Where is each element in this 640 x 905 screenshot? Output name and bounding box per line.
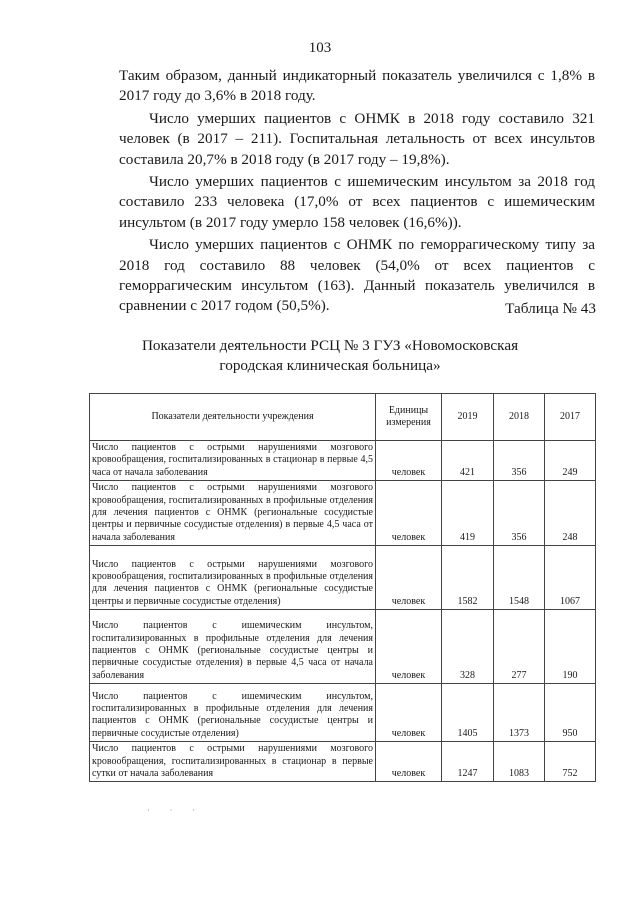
body-text <box>119 66 595 319</box>
paragraph-4: Число умерших пациентов с ОНМК по геморрагическому типу за 2018 год составило 88 человек (54,0% от всех пациентов с геморрагическим инсультом (163). Данный показатель увеличился в сравнении с 2017 годом (50,5%). <box>119 236 595 315</box>
row-description: Число пациентов с ишемическим инсультом, госпитализированных в профильные отделения для лечения пациентов с ОНМК (региональные сосудистые центры и первичные сосудистые отделения) <box>90 684 376 742</box>
row-unit: человек <box>376 441 442 481</box>
value-2017: 248 <box>545 481 596 546</box>
value-2018: 356 <box>494 441 545 481</box>
row-unit: человек <box>376 742 442 782</box>
table-title-line-2: городская клиническая больница» <box>219 357 441 374</box>
value-2018: 1548 <box>494 546 545 610</box>
paragraph-1: Таким образом, данный индикаторный показатель увеличился с 1,8% в 2017 году до 3,6% в 2018 году. <box>119 67 595 105</box>
value-2017: 950 <box>545 684 596 742</box>
table-row <box>90 481 596 546</box>
value-2019: 419 <box>442 481 494 546</box>
header-2017: 2017 <box>545 394 596 441</box>
value-2018: 1083 <box>494 742 545 782</box>
paragraph-3: Число умерших пациентов с ишемическим инсультом за 2018 год составило 233 человека (17,0% от всех пациентов с ишемическим инсультом (в 2017 году умерло 158 человек (16,6%)). <box>119 173 595 231</box>
value-2018: 1373 <box>494 684 545 742</box>
value-2017: 190 <box>545 610 596 684</box>
row-description: Число пациентов с острыми нарушениями мозгового кровообращения, госпитализированных в стационар в первые сутки от начала заболевания <box>90 742 376 782</box>
paragraph-2: Число умерших пациентов с ОНМК в 2018 году составило 321 человек (в 2017 – 211). Госпитальная летальность от всех инсультов составила 20,7% в 2018 году (в 2017 году – 19,8%). <box>119 109 595 168</box>
value-2018: 277 <box>494 610 545 684</box>
row-unit: человек <box>376 610 442 684</box>
header-unit: Единицы измерения <box>376 394 442 441</box>
header-2018: 2018 <box>494 394 545 441</box>
value-2017: 249 <box>545 441 596 481</box>
table-row <box>90 441 596 481</box>
value-2019: 328 <box>442 610 494 684</box>
table-title-line-1: Показатели деятельности РСЦ № 3 ГУЗ «Новомосковская <box>141 337 519 354</box>
value-2017: 1067 <box>545 546 596 610</box>
row-unit: человек <box>376 481 442 546</box>
table-row <box>90 742 596 782</box>
table-label: Таблица № 43 <box>505 300 596 317</box>
table-header-row <box>90 394 596 441</box>
value-2019: 1405 <box>442 684 494 742</box>
header-2019: 2019 <box>442 394 494 441</box>
value-2019: 421 <box>442 441 494 481</box>
row-unit: человек <box>376 684 442 742</box>
table-row <box>90 610 596 684</box>
row-unit: человек <box>376 546 442 610</box>
value-2019: 1582 <box>442 546 494 610</box>
indicators-table <box>89 393 596 782</box>
page-number: 103 <box>308 40 332 56</box>
header-indicator: Показатели деятельности учреждения <box>90 394 376 441</box>
row-description: Число пациентов с острыми нарушениями мозгового кровообращения, госпитализированных в профильные отделения для лечения пациентов с ОНМК (региональные сосудистые центры и первичные сосудистые отделения) в первые 4,5 часа от начала заболевания <box>90 481 376 546</box>
table-title <box>100 336 560 376</box>
table-row <box>90 546 596 610</box>
row-description: Число пациентов с ишемическим инсультом, госпитализированных в профильные отделения для лечения пациентов с ОНМК (региональные сосудистые центры и первичные сосудистые отделения) в первые 4,5 часа от начала заболевания <box>90 610 376 684</box>
value-2018: 356 <box>494 481 545 546</box>
table-row <box>90 684 596 742</box>
value-2019: 1247 <box>442 742 494 782</box>
row-description: Число пациентов с острыми нарушениями мозгового кровообращения, госпитализированных в профильные отделения для лечения пациентов с ОНМК (региональные сосудистые центры и первичные сосудистые отделения) <box>90 546 376 610</box>
value-2017: 752 <box>545 742 596 782</box>
row-description: Число пациентов с острыми нарушениями мозгового кровообращения, госпитализированных в стационар в первые 4,5 часа от начала заболевания <box>90 441 376 481</box>
scan-artifact-dots: · · · <box>147 806 204 815</box>
